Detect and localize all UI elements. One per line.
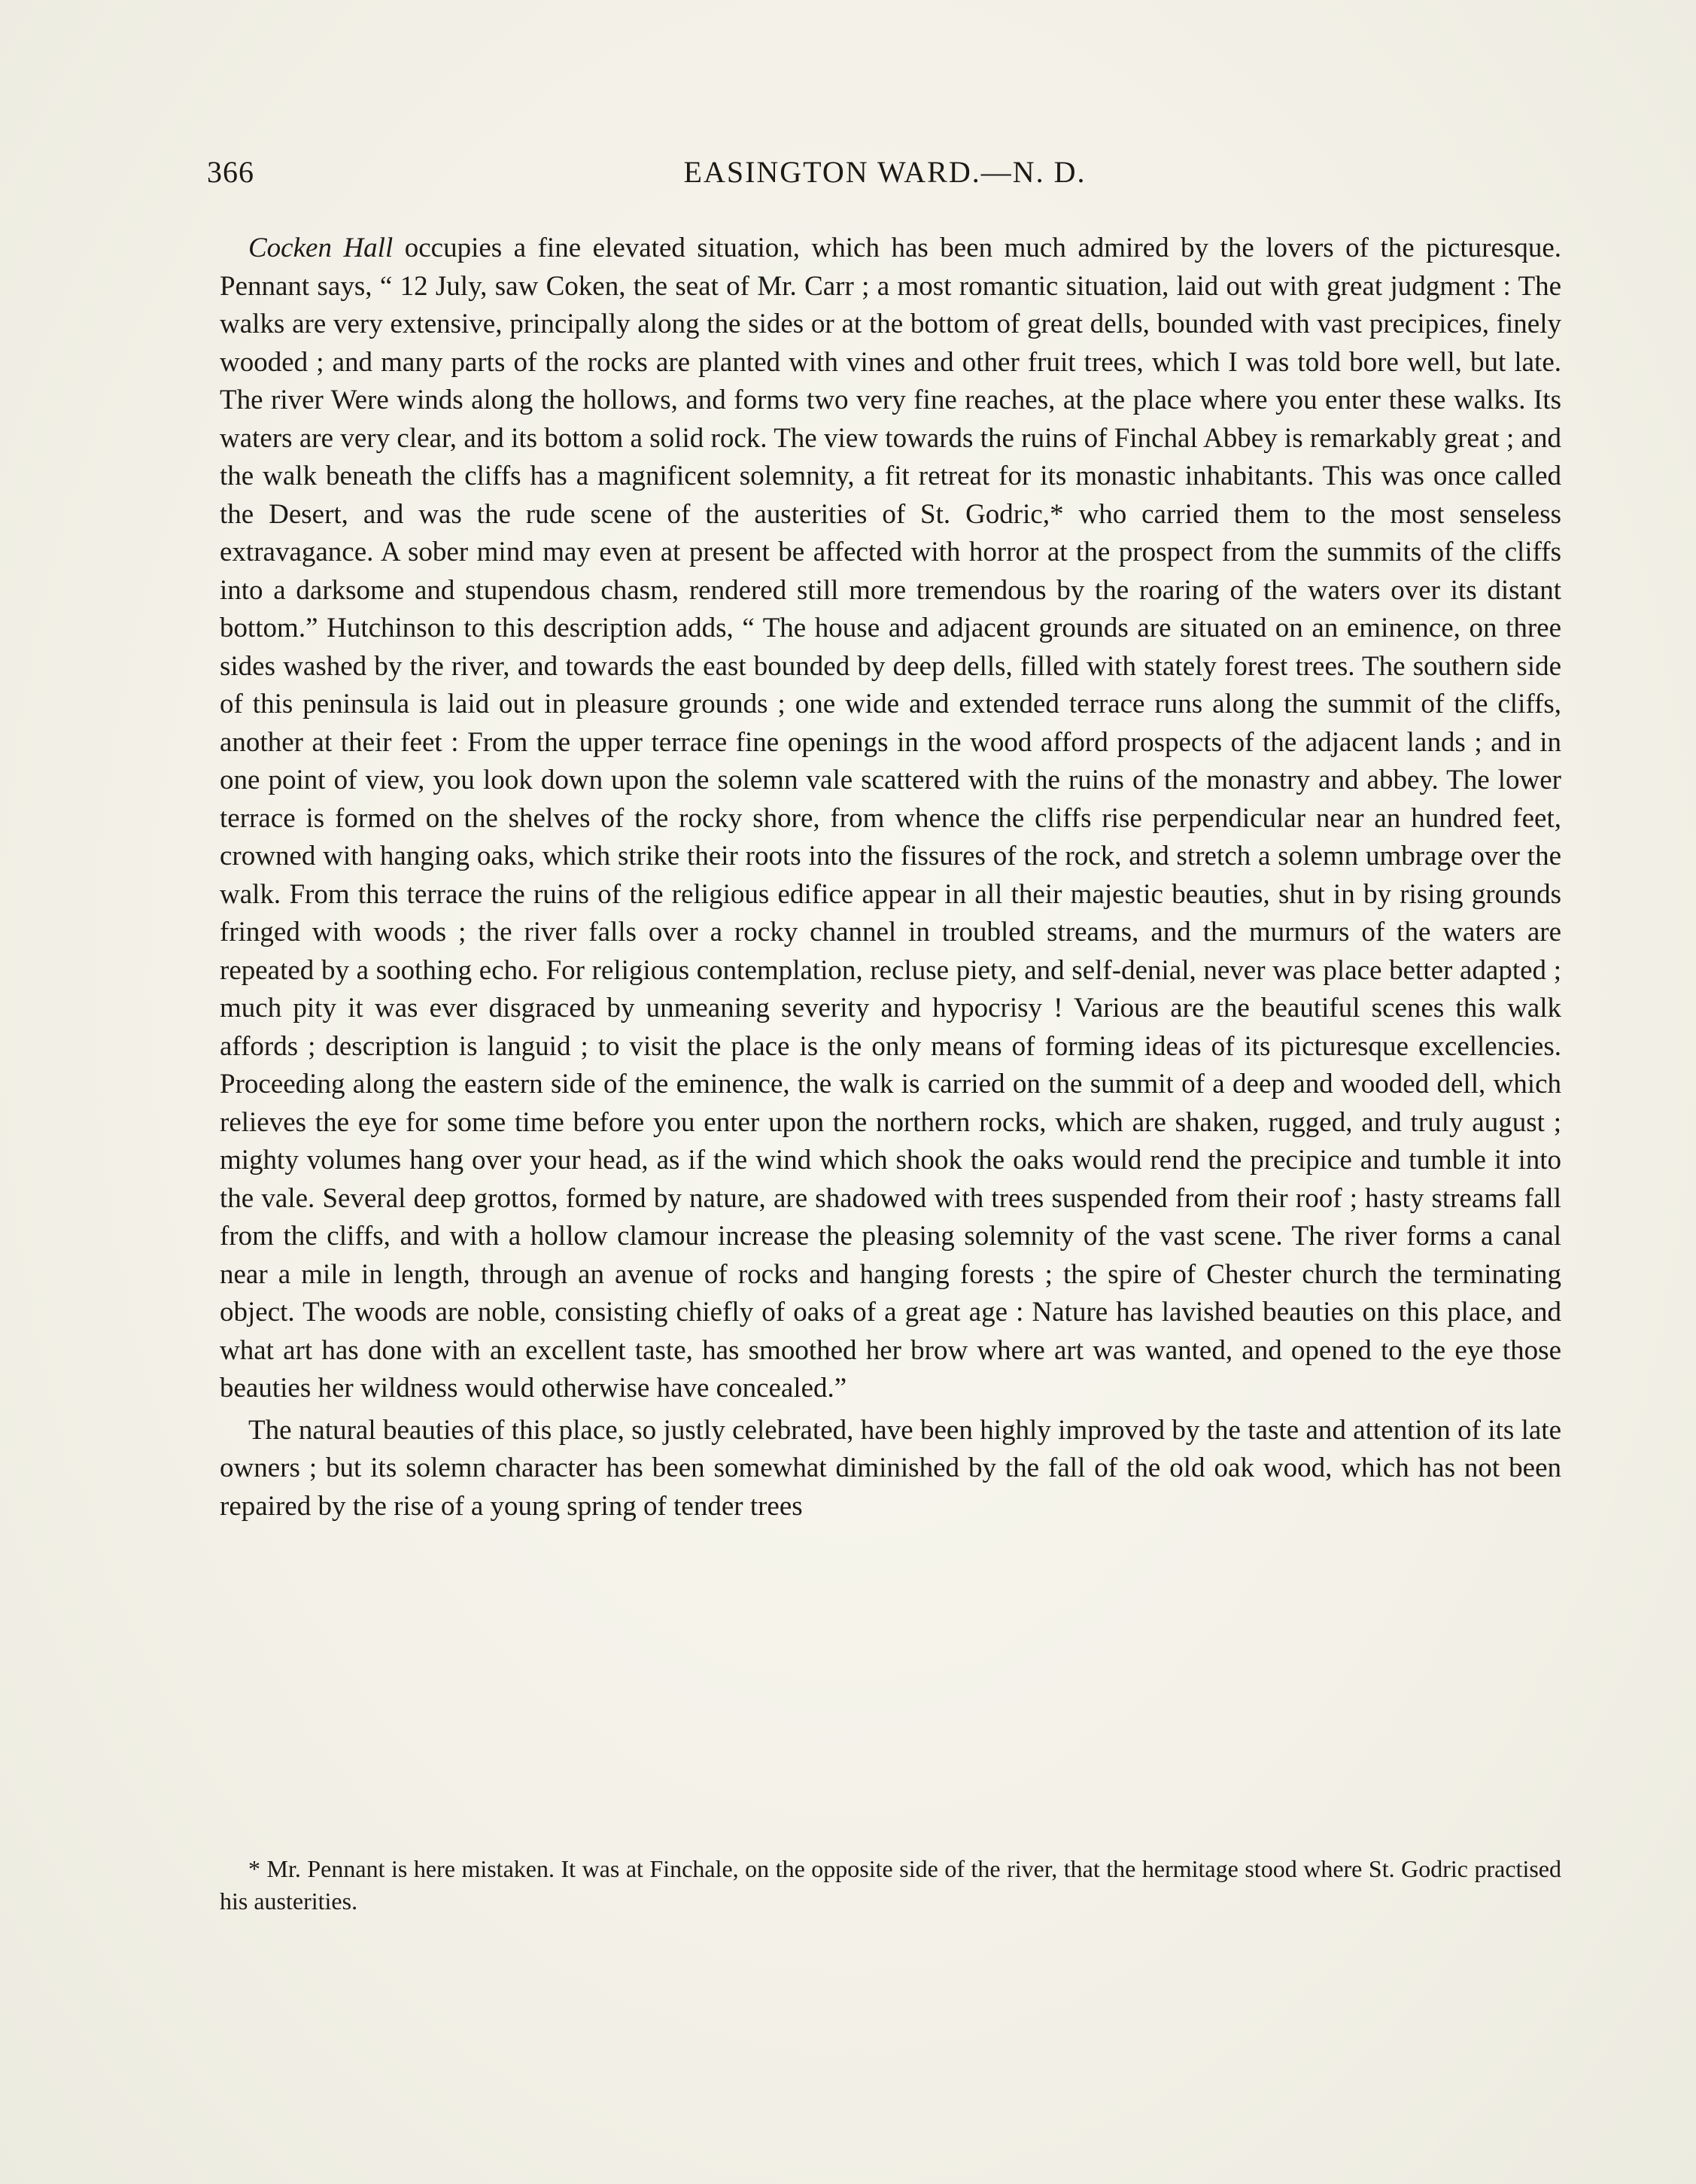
footnote: * Mr. Pennant is here mistaken. It was at Finchale, on the opposite side of the river, that the hermitage stood where St. Godric practised his austerities.: [220, 1855, 1561, 1915]
paragraph-1-italic-title: Cocken Hall: [248, 233, 394, 263]
paragraph-1: [220, 230, 1561, 1408]
body-text: [220, 230, 1561, 1525]
page-header: [207, 154, 1563, 199]
paragraph-2: The natural beauties of this place, so justly celebrated, have been highly improved by the taste and attention of its late owners ; but its solemn character has been somewhat diminished by the fall of the old oak wood, which has not been repaired by the rise of a young spring of tender trees: [220, 1414, 1561, 1522]
page-number: 366: [207, 155, 254, 189]
running-head: EASINGTON WARD.—N. D.: [683, 155, 1087, 189]
paragraph-1-text: occupies a fine elevated situation, which has been much admired by the lovers of the picturesque. Pennant says, “ 12 July, saw Coken, the seat of Mr. Carr ; a most romantic situation, laid out with great judgment : The walks are very extensive, principally along the sides or at the bottom of great dells, bounded with vast precipices, finely wooded ; and many parts of the rocks are planted with vines and other fruit trees, which I was told bore well, but late. The river Were winds along the hollows, and forms two very fine reaches, at the place where you enter these walks. Its waters are very clear, and its bottom a solid rock. The view towards the ruins of Finchal Abbey is remarkably great ; and the walk beneath the cliffs has a magnificent solemnity, a fit retreat for its monastic inhabitants. This was once called the Desert, and was the rude scene of the austerities of St. Godric,* who carried them to the most senseless extravagance. A sober mind may even at present be affected with horror at the prospect from the summits of the cliffs into a darksome and stupendous chasm, rendered still more tremendous by the roaring of the waters over its distant bottom.” Hutchinson to this description adds, “ The house and adjacent grounds are situated on an eminence, on three sides washed by the river, and towards the east bounded by deep dells, filled with stately forest trees. The southern side of this peninsula is laid out in pleasure grounds ; one wide and extended terrace runs along the summit of the cliffs, another at their feet : From the upper terrace fine openings in the wood afford prospects of the adjacent lands ; and in one point of view, you look down upon the solemn vale scattered with the ruins of the monastry and abbey. The lower terrace is formed on the shelves of the rocky shore, from whence the cliffs rise perpendicular near an hundred feet, crowned with hanging oaks, which strike their roots into the fissures of the rock, and stretch a solemn umbrage over the walk. From this terrace the ruins of the religious edifice appear in all their majestic beauties, shut in by rising grounds fringed with woods ; the river falls over a rocky channel in troubled streams, and the murmurs of the waters are repeated by a soothing echo. For religious contemplation, recluse piety, and self-denial, never was place better adapted ; much pity it was ever disgraced by unmeaning severity and hypocrisy ! Various are the beautiful scenes this walk affords ; description is languid ; to visit the place is the only means of forming ideas of its picturesque excellencies. Proceeding along the eastern side of the eminence, the walk is carried on the summit of a deep and wooded dell, which relieves the eye for some time before you enter upon the northern rocks, which are shaken, rugged, and truly august ; mighty volumes hang over your head, as if the wind which shook the oaks would rend the precipice and tumble it into the vale. Several deep grottos, formed by nature, are shadowed with trees suspended from their roof ; hasty streams fall from the cliffs, and with a hollow clamour increase the pleasing solemnity of the vast scene. The river forms a canal near a mile in length, through an avenue of rocks and hanging forests ; the spire of Chester church the terminating object. The woods are noble, consisting chiefly of oaks of a great age : Nature has lavished beauties on this place, and what art has done with an excellent taste, has smoothed her brow where art was wanted, and opened to the eye those beauties her wildness would otherwise have concealed.”: [220, 233, 1561, 1404]
